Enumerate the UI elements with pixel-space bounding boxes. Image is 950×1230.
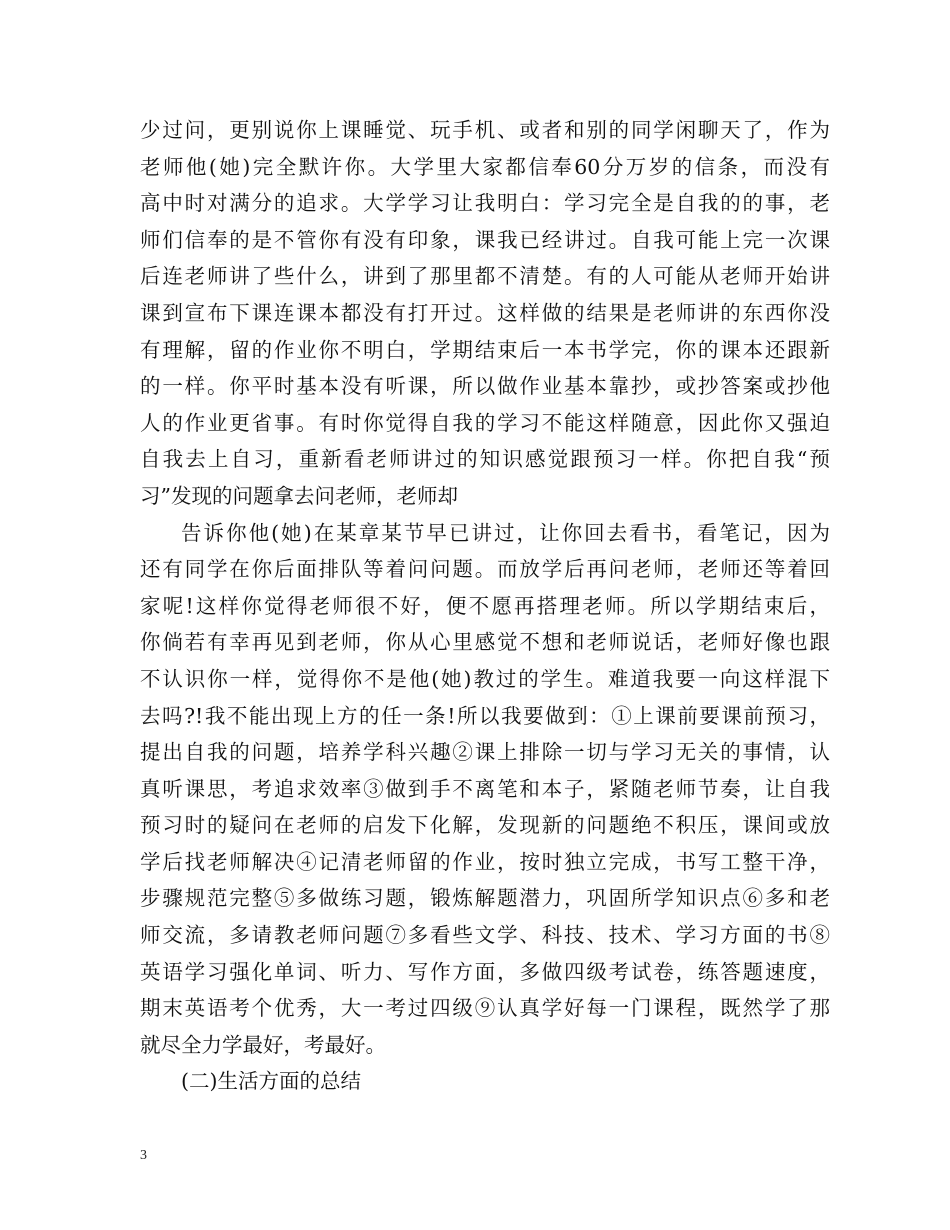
text-line: 自我去上自习，重新看老师讲过的知识感觉跟预习一样。你把自我“预 bbox=[140, 447, 830, 472]
text-line: 去吗?!我不能出现上方的任一条!所以我要做到：①上课前要课前预习， bbox=[140, 703, 830, 728]
text-line: 后连老师讲了些什么，讲到了那里都不清楚。有的人可能从老师开始讲 bbox=[140, 264, 830, 289]
paragraph bbox=[140, 1063, 830, 1100]
text-line: 预习时的疑问在老师的启发下化解，发现新的问题绝不积压，课间或放 bbox=[140, 813, 830, 838]
text-line: 真听课思，考追求效率③做到手不离笔和本子，紧随老师节奏，让自我 bbox=[140, 776, 830, 801]
text-line: 师交流，多请教老师问题⑦多看些文学、科技、技术、学习方面的书⑧ bbox=[140, 923, 830, 948]
text-line: 家呢!这样你觉得老师很不好，便不愿再搭理老师。所以学期结束后， bbox=[140, 593, 830, 618]
paragraph bbox=[140, 112, 830, 515]
text-line: 告诉你他(她)在某章某节早已讲过，让你回去看书，看笔记，因为 bbox=[181, 520, 830, 545]
text-line: 人的作业更省事。有时你觉得自我的学习不能这样随意，因此你又强迫 bbox=[140, 410, 830, 435]
text-line: 你倘若有幸再见到老师，你从心里感觉不想和老师说话，老师好像也跟 bbox=[140, 630, 830, 655]
text-line: 还有同学在你后面排队等着问问题。而放学后再问老师，老师还等着回 bbox=[140, 557, 830, 582]
text-line: (二)生活方面的总结 bbox=[181, 1069, 361, 1094]
document-body bbox=[140, 112, 830, 1100]
text-line: 期末英语考个优秀，大一考过四级⑨认真学好每一门课程，既然学了那 bbox=[140, 996, 830, 1021]
text-line: 师们信奉的是不管你有没有印象，课我已经讲过。自我可能上完一次课 bbox=[140, 227, 830, 252]
text-line: 英语学习强化单词、听力、写作方面，多做四级考试卷，练答题速度， bbox=[140, 959, 830, 984]
text-line: 就尽全力学最好，考最好。 bbox=[140, 1032, 386, 1057]
text-line: 课到宣布下课连课本都没有打开过。这样做的结果是老师讲的东西你没 bbox=[140, 300, 830, 325]
text-line: 有理解，留的作业你不明白，学期结束后一本书学完，你的课本还跟新 bbox=[140, 337, 830, 362]
text-line: 高中时对满分的追求。大学学习让我明白：学习完全是自我的的事，老 bbox=[140, 191, 830, 216]
text-line: 老师他(她)完全默许你。大学里大家都信奉60分万岁的信条，而没有 bbox=[140, 154, 830, 179]
text-line: 学后找老师解决④记清老师留的作业，按时独立完成，书写工整干净， bbox=[140, 849, 830, 874]
paragraph bbox=[140, 515, 830, 1064]
text-line: 习”发现的问题拿去问老师，老师却 bbox=[140, 483, 458, 508]
text-line: 不认识你一样，觉得你不是他(她)教过的学生。难道我要一向这样混下 bbox=[140, 666, 830, 691]
page-number: 3 bbox=[140, 1148, 147, 1163]
text-line: 少过问，更别说你上课睡觉、玩手机、或者和别的同学闲聊天了，作为 bbox=[140, 118, 830, 142]
text-line: 步骤规范完整⑤多做练习题，锻炼解题潜力，巩固所学知识点⑥多和老 bbox=[140, 886, 830, 911]
text-line: 提出自我的问题，培养学科兴趣②课上排除一切与学习无关的事情，认 bbox=[140, 740, 830, 765]
text-line: 的一样。你平时基本没有听课，所以做作业基本靠抄，或抄答案或抄他 bbox=[140, 374, 830, 399]
